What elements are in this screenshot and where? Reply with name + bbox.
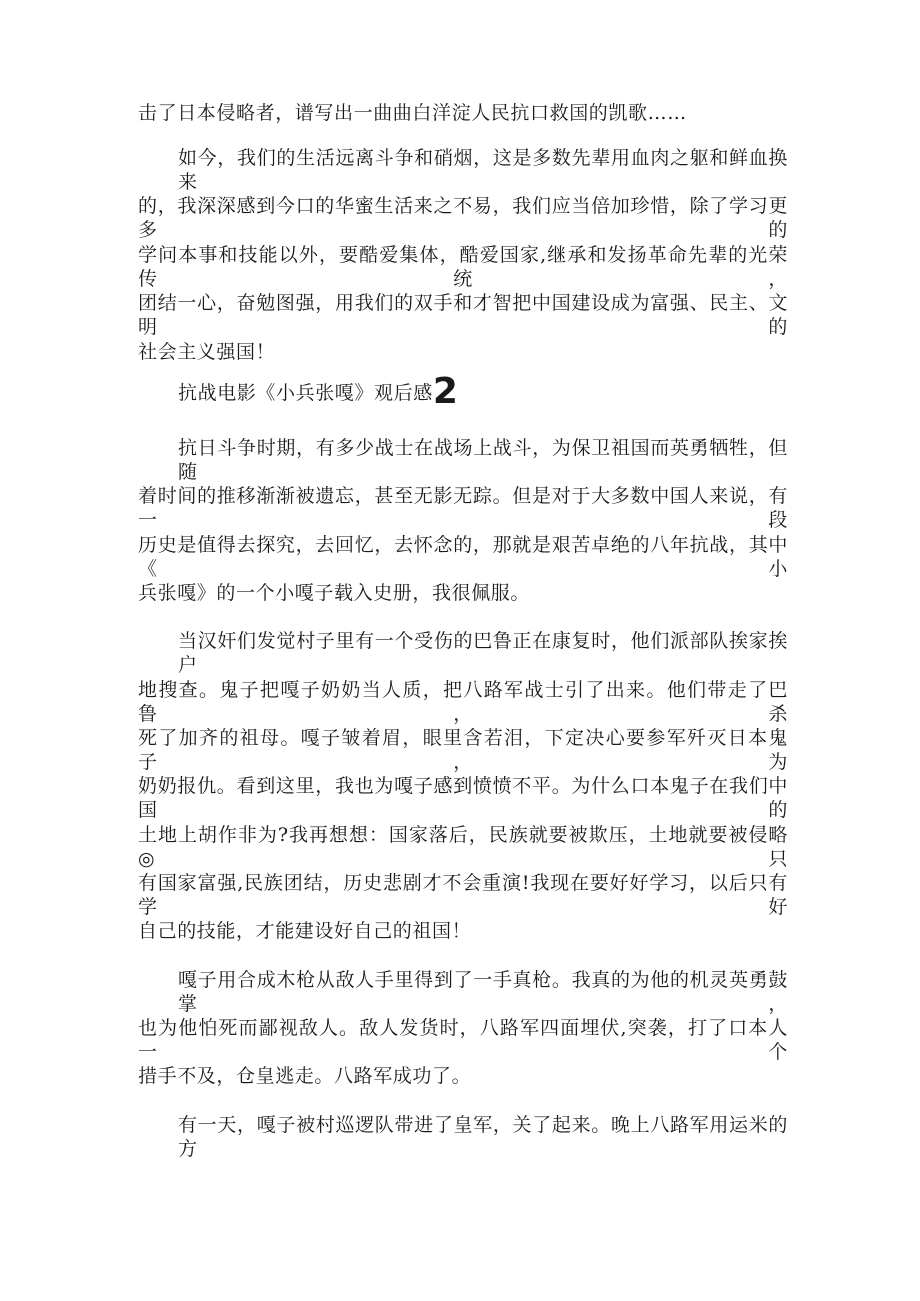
paragraph-line: 土地上胡作非为?我再想想：国家落后，民族就要被欺压，土地就要被侵略◎只 [138,824,788,870]
paragraph-line: 地搜查。鬼子把嘎子奶奶当人质，把八路军战士引了出来。他们带走了巴鲁，杀 [138,679,788,725]
paragraph-line: 兵张嘎》的一个小嘎子载入史册，我很佩服。 [138,582,531,604]
paragraph-line: 也为他怕死而鄙视敌人。敌人发货时，八路军四面埋伏,突袭，打了口本人一个 [138,1017,788,1063]
paragraph-line: 历史是值得去探究，去回忆，去怀念的，那就是艰苦卓绝的八年抗战，其中《小 [138,534,788,580]
paragraph-line: 奶奶报仇。看到这里，我也为嘎子感到愤愤不平。为什么口本鬼子在我们中国的 [138,775,788,821]
paragraph-line: 有一天，嘎子被村巡逻队带进了皇军，关了起来。晚上八路军用运米的方 [178,1114,788,1160]
heading-number: 2 [432,371,459,412]
section-heading [178,371,459,412]
paragraph-line: 团结一心，奋勉图强，用我们的双手和才智把中国建设成为富强、民主、文明的 [138,292,788,338]
paragraph-line: 死了加齐的祖母。嘎子皱着眉，眼里含若泪，下定决心要参军歼灭日本鬼子，为 [138,727,788,773]
paragraph-line: 自己的技能，才能建设好自己的祖国！ [138,920,472,942]
paragraph-line: 措手不及，仓皇逃走。八路军成功了。 [138,1065,472,1087]
paragraph-line: 嘎子用合成木枪从敌人手里得到了一手真枪。我真的为他的机灵英勇鼓掌， [178,969,788,1015]
paragraph-line: 抗日斗争时期，有多少战士在战场上战斗，为保卫祖国而英勇牺牲，但随 [178,437,788,483]
paragraph-line: 着时间的推移渐渐被遗忘，甚至无影无踪。但是对于大多数中国人来说，有一段 [138,485,788,531]
paragraph-line: 学问本事和技能以外，要酷爱集体，酷爱国家,继承和发扬革命先辈的光荣传统， [138,244,788,290]
paragraph-line: 当汉奸们发觉村子里有一个受伤的巴鲁正在康复时，他们派部队挨家挨户 [178,630,788,676]
paragraph-line: 如今，我们的生活远离斗争和硝烟，这是多数先辈用血肉之躯和鲜血换来 [178,147,788,193]
paragraph-line: 社会主义强国！ [138,341,276,363]
heading-text: 抗战电影《小兵张嘎》观后感 [178,382,433,404]
paragraph-line: 击了日本侵略者，谱写出一曲曲白洋淀人民抗口救国的凯歌…… [138,102,687,124]
paragraph-line: 的，我深深感到今口的华蜜生活来之不易，我们应当倍加珍惜，除了学习更多的 [138,195,788,241]
paragraph-line: 有国家富强,民族团结，历史悲剧才不会重演!我现在要好好学习，以后只有学好 [138,872,788,918]
